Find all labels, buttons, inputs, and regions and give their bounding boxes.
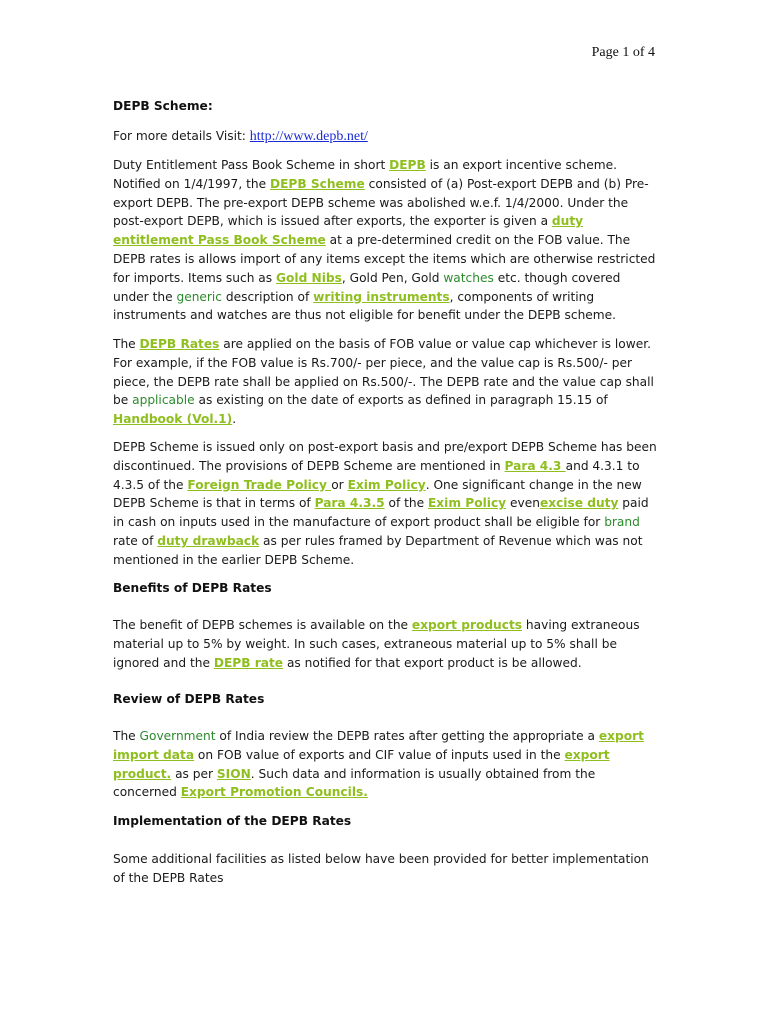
- text-run: description of: [222, 289, 314, 304]
- text-run: at a pre-determined credit on the FOB value. The DEPB rates is allows import of any items except the items which are otherwise restricted for imports. Items such as: [113, 233, 656, 285]
- keyword-link[interactable]: applicable: [132, 393, 195, 408]
- text-run: . One significant change in the new DEPB Scheme is that in terms of: [113, 477, 642, 511]
- text-run: as per: [171, 766, 217, 781]
- inline-link[interactable]: DEPB rate: [213, 655, 284, 670]
- text-run: consisted of (a) Post-export DEPB and (b) Pre-export DEPB. The pre-export DEPB scheme was abolished w.e.f. 1/4/2000. Under the post-export DEPB, which is issued after exports, the exporter is given a: [113, 176, 649, 229]
- keyword-link[interactable]: Government: [139, 729, 216, 743]
- inline-link[interactable]: export import data: [113, 729, 644, 762]
- text-run: or: [331, 477, 348, 492]
- inline-link[interactable]: excise duty: [539, 496, 619, 511]
- review-paragraph: [113, 727, 658, 802]
- inline-link[interactable]: DEPB Scheme: [269, 176, 365, 191]
- text-run: etc. though covered under the: [113, 270, 621, 304]
- text-run: The: [113, 729, 140, 743]
- inline-link[interactable]: duty entitlement Pass Book Scheme: [113, 214, 584, 248]
- page-number: Page 1 of 4: [591, 45, 655, 60]
- text-run: as per rules framed by Department of Revenue which was not mentioned in the earlier DEPB Scheme.: [113, 533, 643, 567]
- visit-label: For more details Visit:: [113, 129, 250, 143]
- text-run: . Such data and information is usually obtained from the concerned: [113, 766, 596, 800]
- inline-link[interactable]: Exim Policy: [347, 477, 426, 492]
- text-run: , components of writing instruments and watches are thus not eligible for benefit under the DEPB scheme.: [113, 289, 617, 323]
- keyword-link[interactable]: watches: [443, 270, 494, 285]
- page-title: DEPB Scheme:: [113, 99, 213, 113]
- text-run: of the: [384, 496, 428, 511]
- text-run: Duty Entitlement Pass Book Scheme in short: [113, 158, 390, 172]
- inline-link[interactable]: Gold Nibs: [276, 270, 342, 285]
- inline-link[interactable]: writing instruments: [313, 289, 450, 304]
- implementation-paragraph: Some additional facilities as listed below have been provided for better implementation of the DEPB Rates: [113, 852, 649, 885]
- benefits-paragraph: [113, 616, 658, 672]
- depb-website-link[interactable]: http://www.depb.net/: [249, 129, 368, 144]
- inline-link[interactable]: export product.: [113, 747, 610, 781]
- inline-link[interactable]: Exim Policy: [427, 496, 507, 511]
- rates-paragraph: [113, 335, 658, 429]
- post-export-paragraph: [113, 438, 658, 570]
- inline-link[interactable]: duty drawback: [157, 533, 260, 548]
- review-heading: Review of DEPB Rates: [113, 692, 265, 706]
- inline-link[interactable]: Export Promotion Councils.: [180, 785, 368, 800]
- text-run: on FOB value of exports and CIF value of inputs used in the: [194, 747, 565, 762]
- inline-link[interactable]: export products: [411, 618, 523, 632]
- keyword-link[interactable]: brand: [604, 515, 640, 530]
- text-run: rate of: [113, 533, 158, 548]
- text-run: .: [232, 412, 237, 427]
- intro-paragraph: [113, 156, 658, 325]
- inline-link[interactable]: Para 4.3: [504, 458, 566, 473]
- text-run: as existing on the date of exports as defined in paragraph 15.15 of: [194, 393, 608, 408]
- text-run: paid in cash on inputs used in the manufacture of export product shall be eligible for: [113, 496, 649, 530]
- text-run: having extraneous material up to 5% by weight. In such cases, extraneous material up to 5% shall be ignored and the: [113, 618, 640, 670]
- text-run: The: [113, 337, 140, 351]
- benefits-heading: Benefits of DEPB Rates: [113, 581, 272, 595]
- implementation-heading: Implementation of the DEPB Rates: [113, 814, 352, 828]
- inline-link[interactable]: Para 4.3.5: [314, 496, 385, 511]
- inline-link[interactable]: DEPB: [389, 158, 426, 172]
- text-run: is an export incentive scheme. Notified on 1/4/1997, the: [113, 158, 617, 191]
- inline-link[interactable]: Foreign Trade Policy: [187, 477, 332, 492]
- keyword-link[interactable]: generic: [176, 289, 223, 304]
- inline-link[interactable]: SION: [216, 766, 251, 781]
- text-run: as notified for that export product is be allowed.: [283, 655, 582, 670]
- text-run: of India review the DEPB rates after getting the appropriate a: [215, 729, 599, 743]
- inline-link[interactable]: Handbook (Vol.1): [113, 412, 233, 427]
- inline-link[interactable]: DEPB Rates: [139, 337, 220, 351]
- text-run: even: [506, 496, 540, 511]
- text-run: and 4.3.1 to 4.3.5 of the: [113, 458, 640, 492]
- text-run: DEPB Scheme is issued only on post-export basis and pre/export DEPB Scheme has been discontinued. The provisions of DEPB Scheme are mentioned in: [113, 440, 657, 473]
- text-run: , Gold Pen, Gold: [341, 270, 444, 285]
- text-run: are applied on the basis of FOB value or value cap whichever is lower. For example, if the FOB value is Rs.700/- per piece, and the value cap is Rs.500/- per piece, the DEPB rate shall be applied on Rs.500/-. The DEPB rate and the value cap shall be: [113, 337, 654, 408]
- visit-line: [113, 127, 658, 147]
- text-run: The benefit of DEPB schemes is available on the: [113, 618, 412, 632]
